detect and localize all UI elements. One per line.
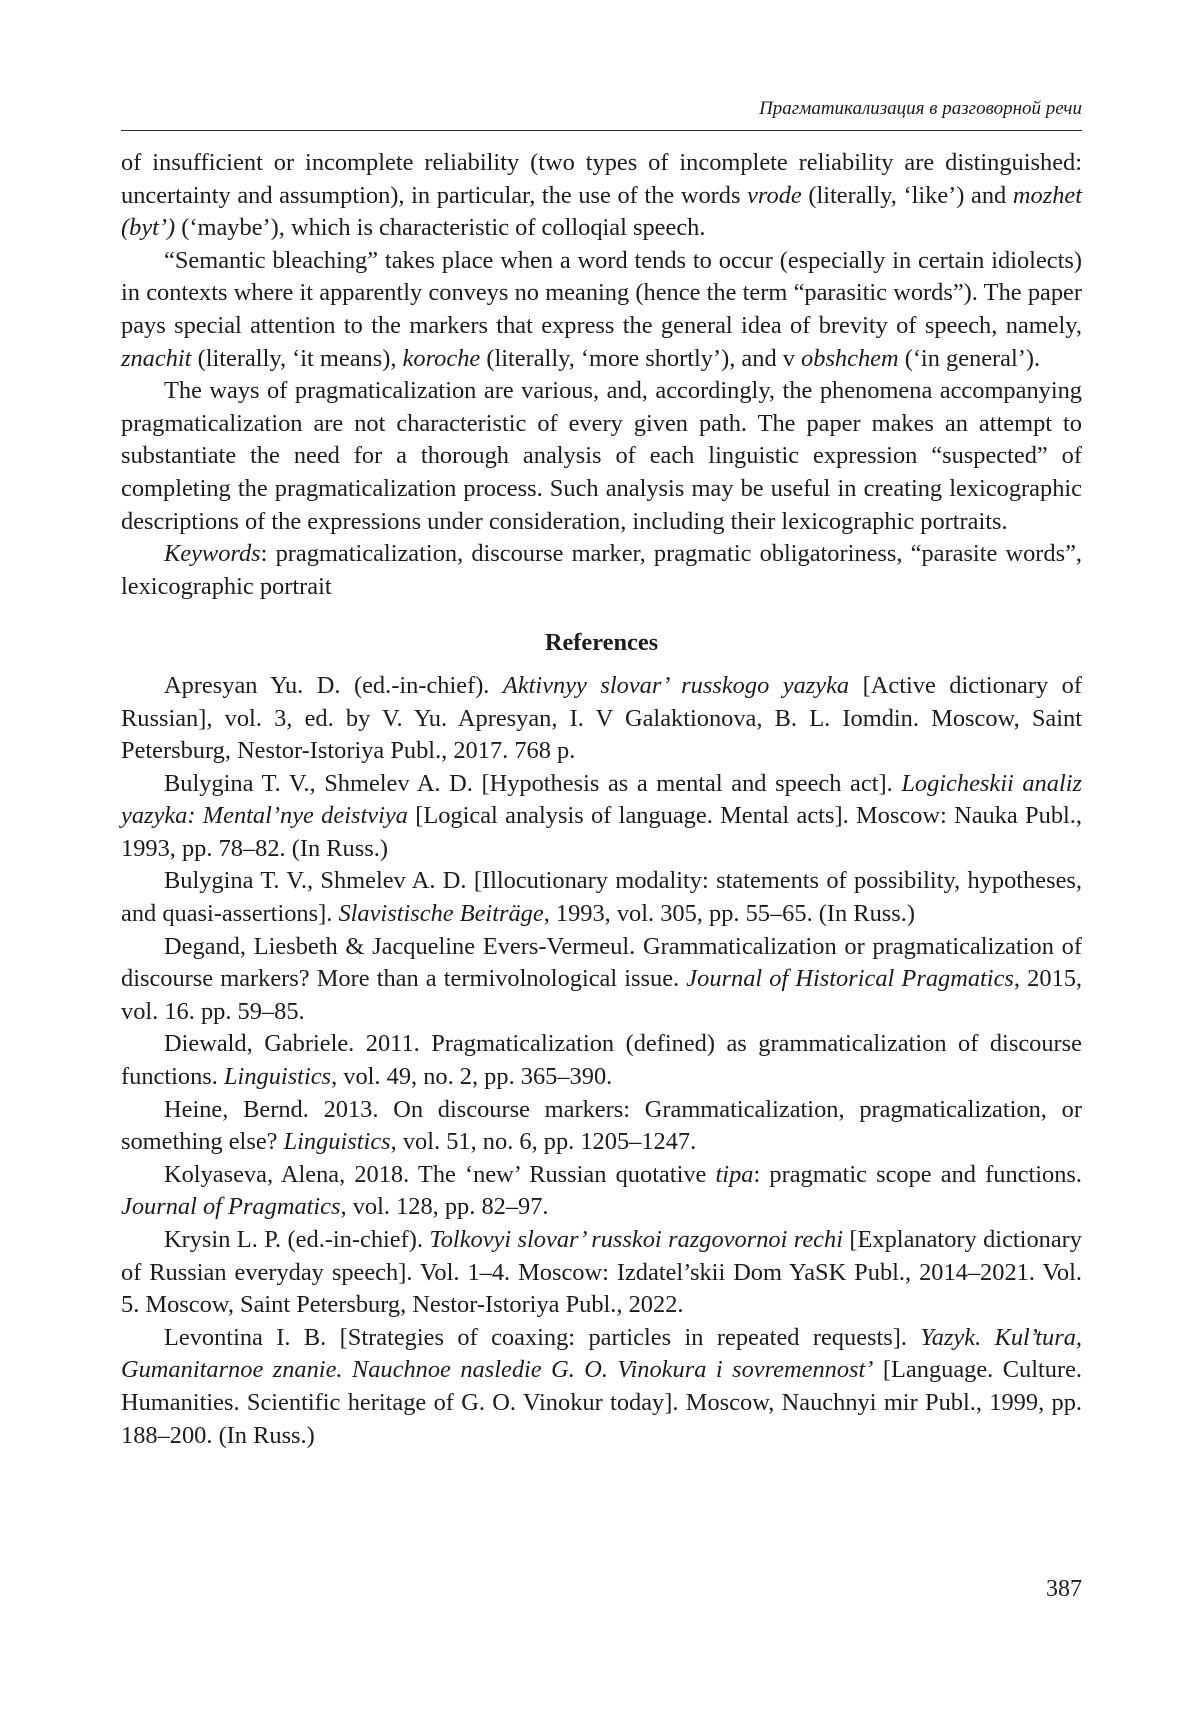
- reference-entry: Degand, Liesbeth & Jacqueline Evers-Vermeul. Grammaticalization or pragmaticalization of discourse markers? More than a termivolnological issue. Journal of Historical Pragmatics, 2015, vol. 16. pp. 59–85.: [121, 932, 1083, 1025]
- reference-entry: Bulygina T. V., Shmelev A. D. [Illocutionary modality: statements of possibility, hypotheses, and quasi-assertions]. Slavistische Beiträge, 1993, vol. 305, pp. 55–65. (In Russ.): [121, 867, 1082, 928]
- references-heading: References: [544, 629, 659, 657]
- references-list: [121, 670, 1082, 1452]
- reference-entry: Kolyaseva, Alena, 2018. The ‘new’ Russian quotative tipa: pragmatic scope and functions. Journal of Pragmatics, vol. 128, pp. 82–97.: [121, 1160, 1082, 1221]
- page-number: 387: [1046, 1576, 1082, 1602]
- abstract-paragraph: of insufficient or incomplete reliability (two types of incomplete reliability are distinguished: uncertainty and assumption), in particular, the use of the words vrode (literally, ‘like’) and mozhet (byt’) (‘maybe’), which is characteristic of colloqial speech.: [121, 149, 1082, 242]
- keywords: Keywords: pragmaticalization, discourse marker, pragmatic obligatoriness, “parasite words”, lexicographic portrait: [121, 540, 1082, 600]
- abstract-paragraph: The ways of pragmaticalization are various, and, accordingly, the phenomena accompanying pragmaticalization are not characteristic of every given path. The paper makes an attempt to substantiate the need for a thorough analysis of each linguistic expression “suspected” of completing the pragmaticalization process. Such analysis may be useful in creating lexicographic descriptions of the expressions under consideration, including their lexicographic portraits.: [121, 377, 1082, 535]
- abstract-paragraph: “Semantic bleaching” takes place when a word tends to occur (especially in certain idiolects) in contexts where it apparently conveys no meaning (hence the term “parasitic words”). The paper pays special attention to the markers that express the general idea of brevity of speech, namely, znachit (literally, ‘it means), koroche (literally, ‘more shortly’), and v obshchem (‘in general’).: [121, 246, 1082, 372]
- page-body: [121, 96, 1082, 1452]
- reference-entry: Diewald, Gabriele. 2011. Pragmaticalization (defined) as grammaticalization of discourse functions. Linguistics, vol. 49, no. 2, pp. 365–390.: [121, 1030, 1082, 1091]
- abstract: [121, 147, 1082, 603]
- running-header: Прагматикализация в разговорной речи: [121, 96, 1082, 131]
- reference-entry: Heine, Bernd. 2013. On discourse markers: Grammaticalization, pragmaticalization, or something else? Linguistics, vol. 51, no. 6, pp. 1205–1247.: [121, 1095, 1082, 1156]
- reference-entry: Bulygina T. V., Shmelev A. D. [Hypothesis as a mental and speech act]. Logicheskii analiz yazyka: Mental’nye deistviya [Logical analysis of language. Mental acts]. Moscow: Nauka Publ., 1993, pp. 78–82. (In Russ.): [121, 769, 1082, 862]
- reference-entry: Levontina I. B. [Strategies of coaxing: particles in repeated requests]. Yazyk. Kul’tura, Gumanitarnoe znanie. Nauchnoe nasledie G. O. Vinokura i sovremennost’ [Language. Culture. Humanities. Scientific heritage of G. O. Vinokur today]. Moscow, Nauchnyi mir Publ., 1999, pp. 188–200. (In Russ.): [121, 1323, 1082, 1449]
- reference-entry: Krysin L. P. (ed.-in-chief). Tolkovyi slovar’ russkoi razgovornoi rechi [Explanatory dictionary of Russian everyday speech]. Vol. 1–4. Moscow: Izdatel’skii Dom YaSK Publ., 2014–2021. Vol. 5. Moscow, Saint Petersburg, Nestor-Istoriya Publ., 2022.: [121, 1226, 1082, 1319]
- reference-entry: Apresyan Yu. D. (ed.-in-chief). Aktivnyy slovar’ russkogo yazyka [Active dictionary of Russian], vol. 3, ed. by V. Yu. Apresyan, I. V Galaktionova, B. L. Iomdin. Moscow, Saint Petersburg, Nestor-Istoriya Publ., 2017. 768 p.: [121, 671, 1082, 765]
